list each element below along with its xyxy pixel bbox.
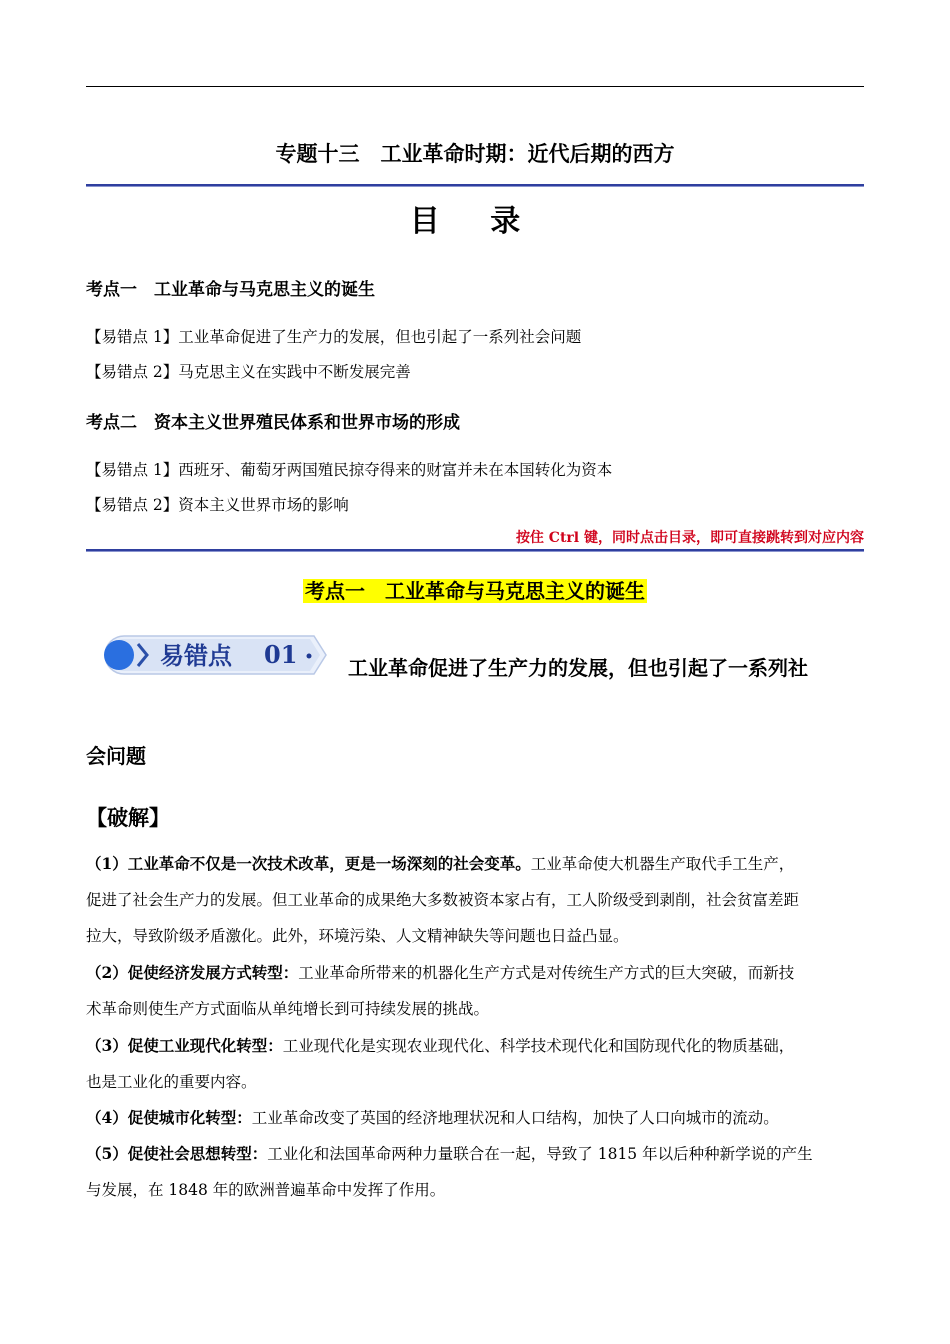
point-5-lead: （5）促使社会思想转型：: [86, 1144, 268, 1163]
error-point-title: 工业革命促进了生产力的发展，但也引起了一系列社: [348, 656, 808, 680]
ctrl-hint: 按住 Ctrl 键，同时点击目录，即可直接跳转到对应内容: [515, 530, 864, 546]
point-2: [86, 955, 864, 1027]
toc-item-2-2[interactable]: 【易错点 2】资本主义世界市场的影响: [86, 496, 349, 514]
point-1-line: 工业革命使大机器生产取代手工生产，: [530, 855, 795, 873]
badge-number: 01: [264, 640, 298, 669]
point-3-line: 工业现代化是实现农业现代化、科学技术现代化和国防现代化的物质基础，: [282, 1037, 795, 1055]
point-2-line: 工业革命所带来的机器化生产方式是对传统生产方式的巨大突破，而新技: [298, 964, 795, 982]
point-5-line: 工业化和法国革命两种力量联合在一起，导致了 1815 年以后种种新学说的产生: [267, 1145, 813, 1163]
point-1-line: 拉大，导致阶级矛盾激化。此外，环境污染、人文精神缺失等问题也日益凸显。: [86, 927, 629, 945]
badge-label: 易错点: [160, 642, 232, 670]
section-title-text: 考点一 工业革命与马克思主义的诞生: [305, 579, 645, 603]
point-1-lead: （1）工业革命不仅是一次技术改革，更是一场深刻的社会变革。: [86, 854, 531, 873]
badge-dot-icon: [104, 640, 134, 670]
title-divider: [86, 184, 864, 187]
point-4: [86, 1100, 864, 1136]
point-5-line: 与发展，在 1848 年的欧洲普遍革命中发挥了作用。: [86, 1181, 446, 1199]
toc-title: 目 录: [409, 204, 541, 239]
point-3-lead: （3）促使工业现代化转型：: [86, 1036, 283, 1055]
point-4-lead: （4）促使城市化转型：: [86, 1108, 252, 1127]
document-title: 专题十三 工业革命时期：近代后期的西方: [275, 141, 675, 166]
point-1-line: 促进了社会生产力的发展。但工业革命的成果绝大多数被资本家占有，工人阶级受到剥削，社会贫富差距: [86, 891, 800, 909]
point-3-line: 也是工业化的重要内容。: [86, 1073, 257, 1091]
top-rule: [86, 86, 864, 87]
point-5: [86, 1136, 864, 1208]
point-1: [86, 846, 864, 954]
point-2-line: 术革命则使生产方式面临从单纯增长到可持续发展的挑战。: [86, 1000, 490, 1018]
badge-end-dot-icon: [307, 654, 312, 659]
toc-divider: [86, 549, 864, 552]
toc-heading-2[interactable]: 考点二 资本主义世界殖民体系和世界市场的形成: [86, 413, 460, 433]
toc-item-1-2[interactable]: 【易错点 2】马克思主义在实践中不断发展完善: [86, 363, 411, 381]
pojie-heading: 【破解】: [86, 805, 170, 830]
toc-heading-1[interactable]: 考点一 工业革命与马克思主义的诞生: [86, 280, 375, 300]
error-point-badge: [100, 631, 330, 679]
toc-item-2-1[interactable]: 【易错点 1】西班牙、葡萄牙两国殖民掠夺得来的财富并未在本国转化为资本: [86, 461, 613, 479]
error-point-title-cont: 会问题: [86, 744, 146, 768]
point-4-line: 工业革命改变了英国的经济地理状况和人口结构，加快了人口向城市的流动。: [251, 1109, 779, 1127]
point-3: [86, 1028, 864, 1100]
section-title: [0, 575, 950, 604]
toc-item-1-1[interactable]: 【易错点 1】工业革命促进了生产力的发展，但也引起了一系列社会问题: [86, 328, 582, 346]
point-2-lead: （2）促使经济发展方式转型：: [86, 963, 299, 982]
